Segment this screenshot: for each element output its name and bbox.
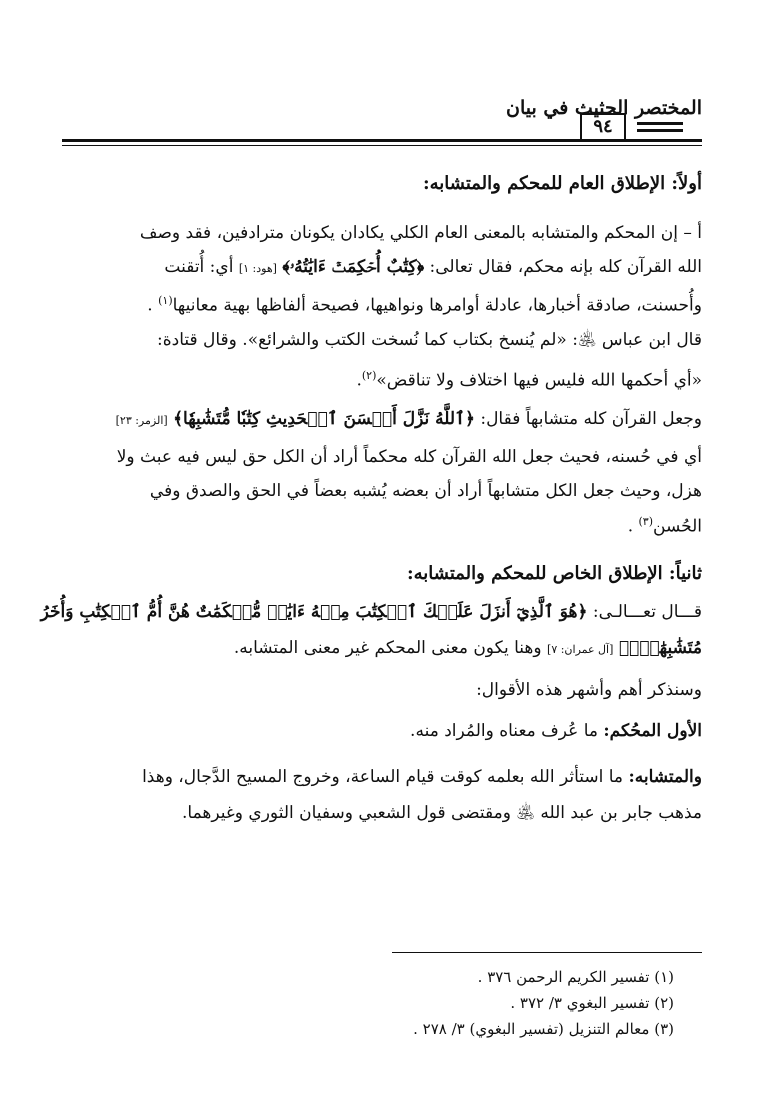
paragraph-line — [142, 763, 702, 791]
paragraph-line: هزل، وحيث جعل الكل متشابهاً أراد أن بعضه يُشبه بعضاً في الحق والصدق وفي — [149, 481, 702, 501]
header-rule — [62, 139, 702, 142]
footnote-marker: (٢) — [361, 369, 377, 382]
text-run: قـــال تعـــالـى: — [592, 602, 702, 622]
text-run: ما استأثر الله بعلمه كوقت قيام الساعة، وخروج المسيح الدَّجال، وهذا — [142, 767, 624, 787]
paragraph-line: أ – إن المحكم والمتشابه بالمعنى العام الكلي يكادان يكونان مترادفين، فقد وصف — [139, 223, 702, 243]
footnote: (٢) تفسير البغوي ٣/ ٣٧٢ . — [510, 994, 674, 1012]
footnote: (٣) معالم التنزيل (تفسير البغوي) ٣/ ٢٧٨ . — [413, 1020, 674, 1038]
term-label: والمتشابه: — [628, 767, 702, 787]
paragraph-line: قال ابن عباس ﵁: «لم يُنسخ بكتاب كما نُسخت الكتب والشرائع». وقال قتادة: — [156, 330, 702, 350]
verse-reference: [آل عمران: ٧] — [547, 643, 614, 656]
text-run: وأُحسنت، صادقة أخبارها، عادلة أوامرها ونواهيها، فصيحة ألفاظها بهية معانيها — [172, 295, 702, 316]
footnote-marker: (٣) — [638, 515, 654, 528]
paragraph-line — [41, 598, 702, 626]
text-run: وجعل القرآن كله متشابهاً فقال: — [480, 409, 702, 429]
paragraph-line: وأُحسنت، صادقة أخبارها، عادلة أوامرها ونواهيها، فصيحة ألفاظها بهية معانيها$^{(١)}$ . — [147, 294, 702, 316]
footnote-marker: (١) — [158, 294, 173, 307]
paragraph-line — [116, 405, 702, 435]
text-run: وهنا يكون معنى المحكم غير معنى المتشابه. — [233, 638, 542, 658]
running-title: المختصر الحثيث في بيان — [506, 97, 702, 119]
text-run: الحُسن — [653, 516, 702, 537]
section-heading-general: أولاً: الإطلاق العام للمحكم والمتشابه: — [422, 173, 702, 194]
verse-reference: [الزمر: ٢٣] — [115, 414, 168, 427]
text-run: ما عُرف معناه والمُراد منه. — [410, 721, 598, 741]
term-label: الأول المحُكم: — [603, 721, 702, 741]
paragraph-line: أي في حُسنه، فحيث جعل الله القرآن كله محكماً أراد أن الكل حق ليس فيه عبث ولا — [116, 447, 702, 467]
paragraph-line — [164, 253, 702, 283]
paragraph-line: مذهب جابر بن عبد الله ﵁ ومقتضى قول الشعبي وسفيان الثوري وغيرهما. — [182, 803, 702, 823]
header-rule-thin — [62, 145, 702, 146]
paragraph-line: وسنذكر أهم وأشهر هذه الأقوال: — [476, 680, 702, 700]
text-run: أي: أُتقنت — [164, 257, 234, 277]
footnote-separator — [392, 952, 702, 953]
quran-verse: ﴿كِتَٰبٌ أُحۡكِمَتۡ ءَايَٰتُهُۥ﴾ — [282, 257, 425, 277]
verse-reference: [هود: ١] — [238, 262, 277, 275]
footnote: (١) تفسير الكريم الرحمن ٣٧٦ . — [477, 968, 674, 986]
page-number: ٩٤ — [580, 113, 626, 139]
text-run: الله القرآن كله بإنه محكم، فقال تعالى: — [429, 257, 702, 277]
paragraph-line: الحُسن$^{(٣)}$ . — [627, 515, 702, 537]
quran-verse: ﴿هُوَ ٱلَّذِيٓ أَنزَلَ عَلَيۡكَ ٱلۡكِتَٰبَ مِنۡهُ ءَايَٰتٞ مُّحۡكَمَٰتٌ هُنَّ أُمُّ ٱلۡكِتَٰبِ وَأُخَرُ — [40, 602, 588, 622]
quran-verse: ﴿ٱللَّهُ نَزَّلَ أَحۡسَنَ ٱلۡحَدِيثِ كِتَٰبٗا مُّتَشَٰبِهٗا﴾ — [173, 409, 475, 429]
header-ornament — [637, 122, 683, 136]
paragraph-line — [234, 634, 702, 664]
quran-verse: مُتَشَٰبِهَٰتٞۖ﴾ — [618, 638, 702, 658]
text-run: «أي أحكمها الله فليس فيها اختلاف ولا تناقض» — [376, 370, 702, 391]
paragraph-line — [410, 717, 702, 745]
paragraph-line: «أي أحكمها الله فليس فيها اختلاف ولا تناقض»$^{(٢)}$. — [356, 369, 702, 391]
section-heading-specific: ثانياً: الإطلاق الخاص للمحكم والمتشابه: — [406, 563, 702, 584]
